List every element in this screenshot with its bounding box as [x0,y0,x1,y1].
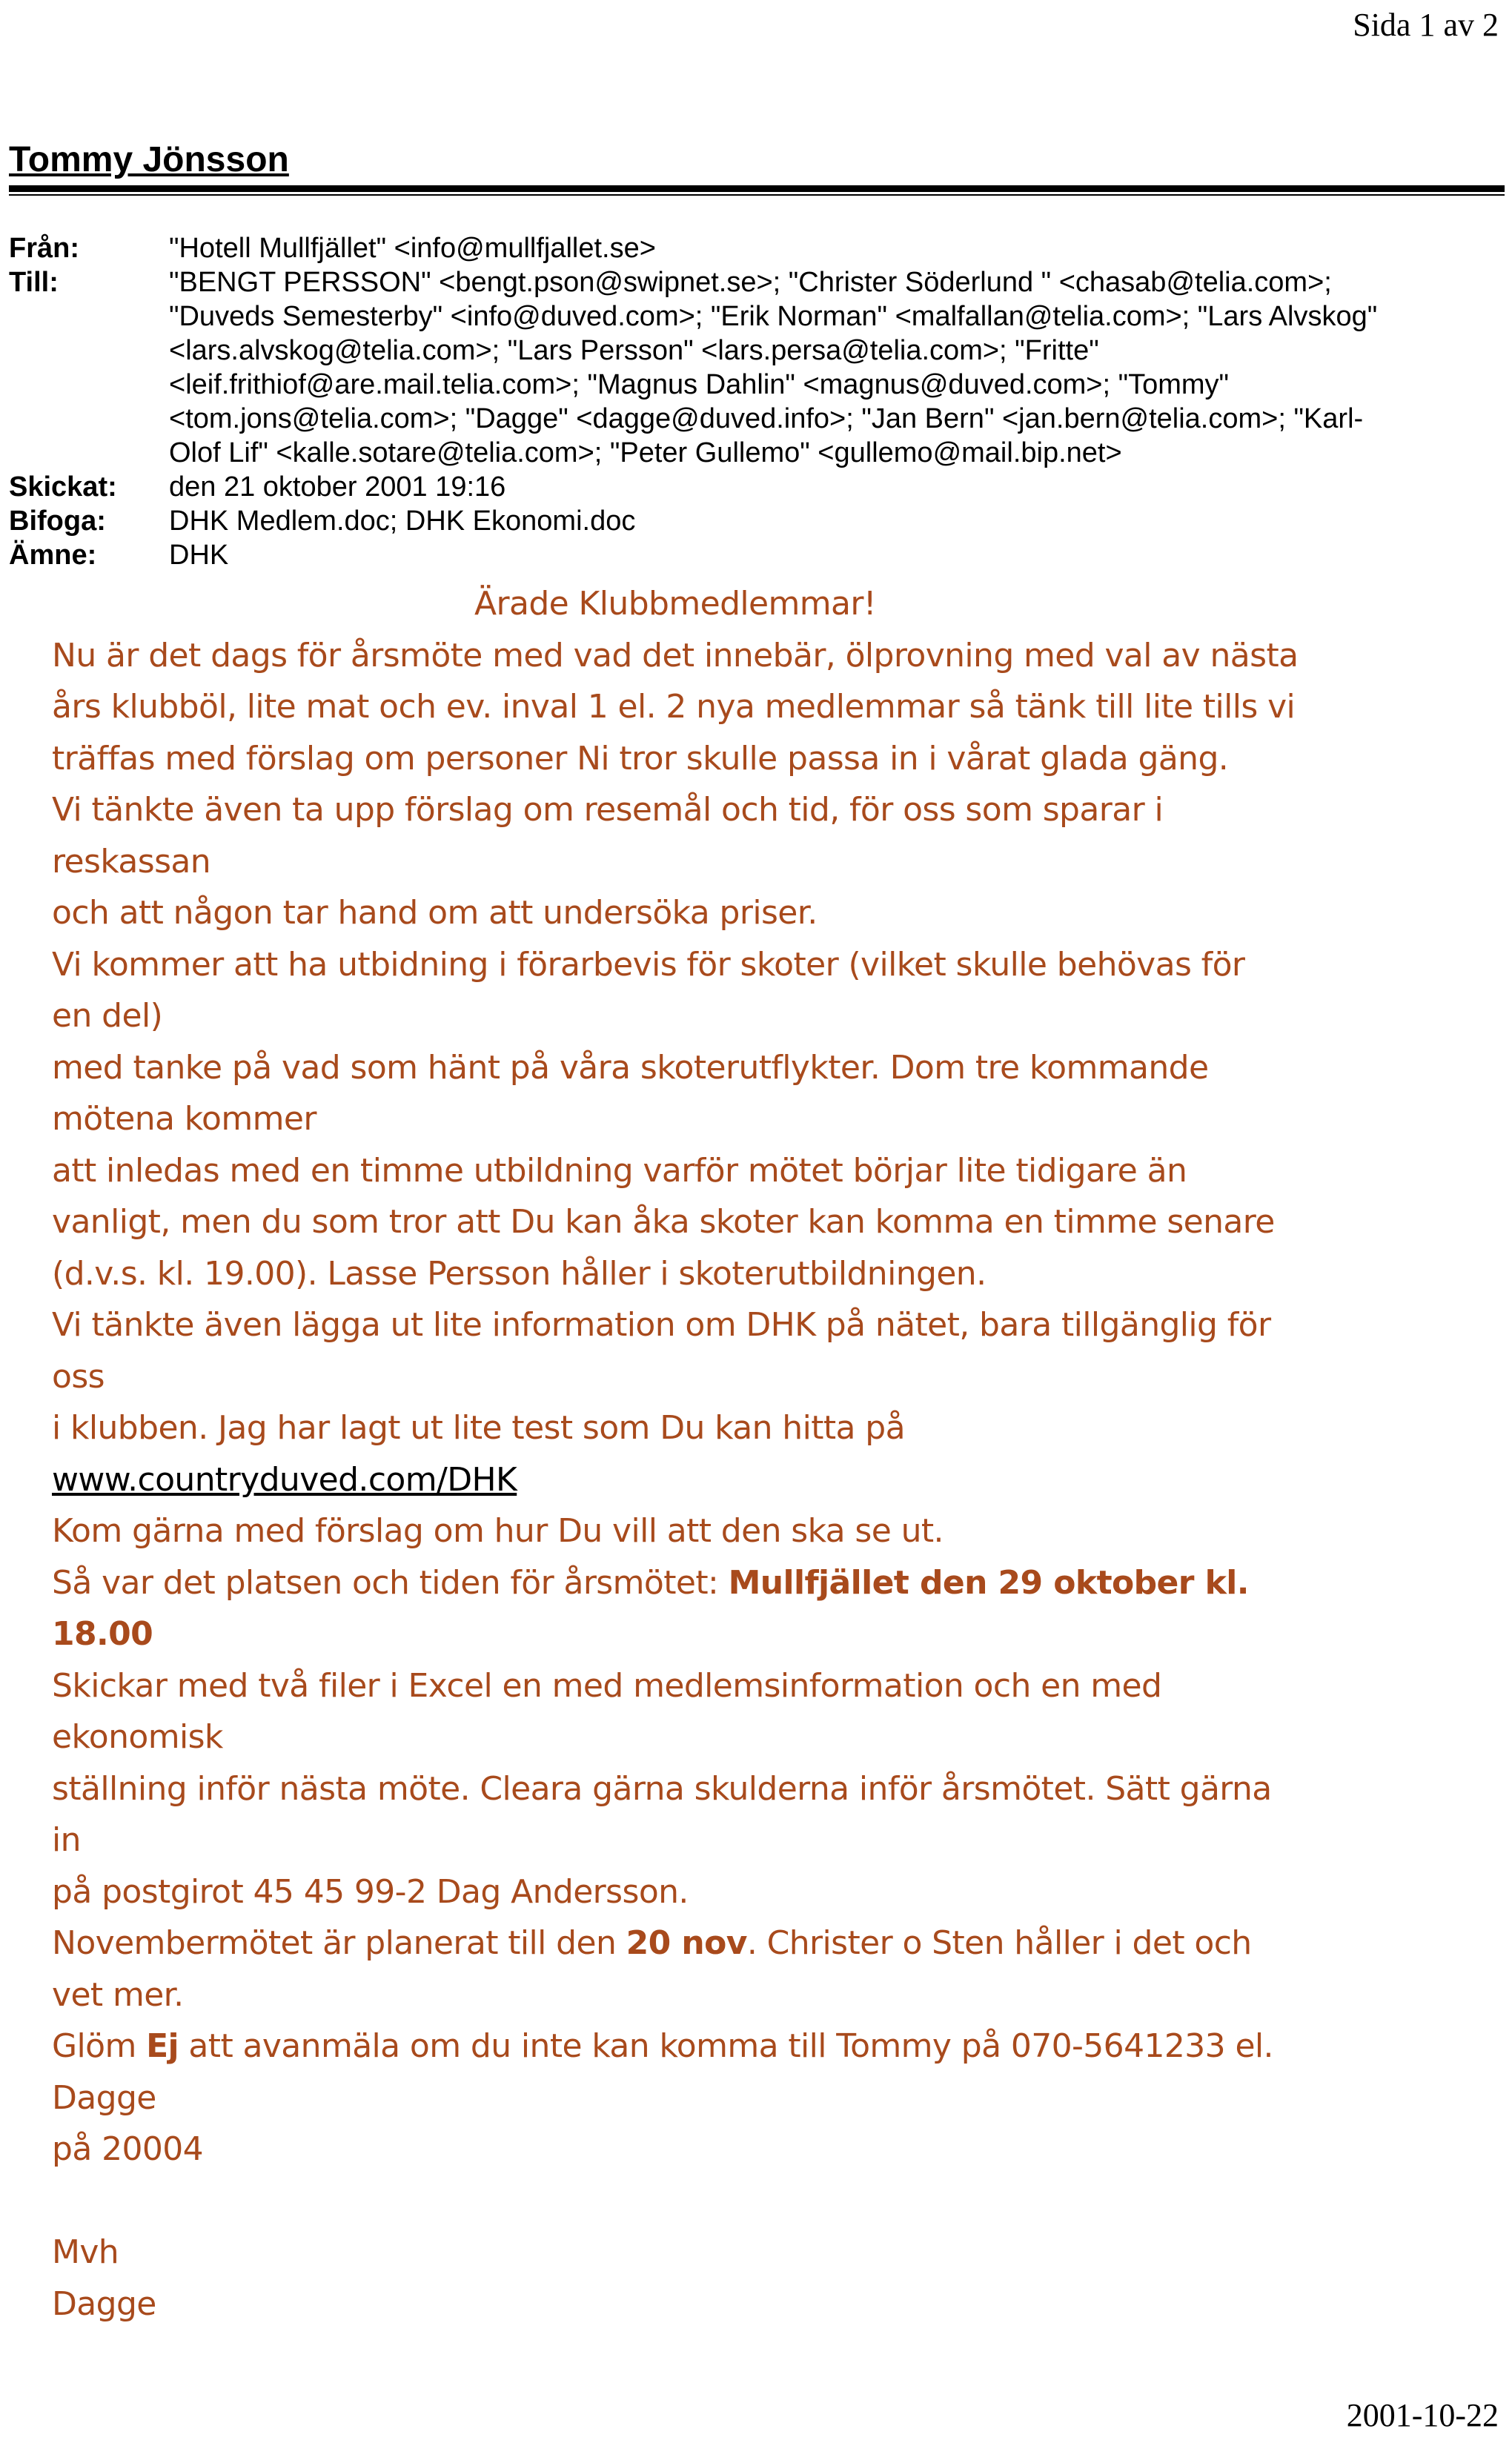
page-number: Sida 1 av 2 [1353,7,1499,43]
body-line: mötena kommer [52,1100,316,1138]
subject-value: DHK [169,540,229,571]
body-line: års klubböl, lite mat och ev. inval 1 el. 2 nya medlemmar så tänk till lite tills vi [52,688,1296,726]
sender-name: Tommy Jönsson [9,140,289,179]
body-line: träffas med förslag om personer Ni tror skulle passa in i vårat glada gäng. [52,739,1229,778]
from-value: "Hotell Mullfjället" <info@mullfjallet.se> [169,233,656,264]
nov-suffix: . Christer o Sten håller i det och [746,1924,1252,1962]
meeting-place: Mullfjället den 29 oktober kl. [728,1563,1249,1602]
body-line: Vi kommer att ha utbidning i förarbevis för skoter (vilket skulle behövas för [52,945,1245,984]
to-row [9,265,1499,470]
body-line: Kom gärna med förslag om hur Du vill att den ska se ut. [52,1512,944,1550]
body-line: (d.v.s. kl. 19.00). Lasse Persson håller i skoterutbildningen. [52,1254,987,1293]
body-line: Vi tänkte även ta upp förslag om resemål och tid, för oss som sparar i [52,791,1164,829]
spacer [52,2175,1460,2227]
body-line: på postgirot 45 45 99-2 Dag Andersson. [52,1872,689,1911]
body-line: oss [52,1357,105,1396]
sign-off: Mvh [52,2233,119,2271]
body-line: Vi tänkte även lägga ut lite information om DHK på nätet, bara tillgänglig för [52,1306,1271,1344]
attachments-value[interactable]: DHK Medlem.doc; DHK Ekonomi.doc [169,506,636,537]
subject-row [9,538,1499,572]
subject-label: Ämne: [9,540,97,571]
body-line: ekonomisk [52,1718,223,1756]
reminder-line [52,2021,1460,2072]
reminder-suffix: att avanmäla om du inte kan komma till Tommy på 070-5641233 el. [179,2027,1273,2065]
nov-date: 20 nov [626,1924,747,1962]
meeting-place-prefix: Så var det platsen och tiden för årsmötet: [52,1563,729,1602]
body-line: i klubben. Jag har lagt ut lite test som Du kan hitta på [52,1409,905,1447]
body-line: på 20004 [52,2130,204,2168]
to-value [169,265,1499,470]
website-link-line [52,1454,1460,1506]
body-line: Dagge [52,2078,156,2117]
body-line: vet mer. [52,1975,184,2014]
to-line: <tom.jons@telia.com>; "Dagge" <dagge@duved.info>; "Jan Bern" <jan.bern@telia.com>; "Karl- [169,403,1364,434]
email-headers [9,231,1499,572]
meeting-place-line [52,1557,1460,1609]
sent-row [9,470,1499,504]
body-line: Nu är det dags för årsmöte med vad det innebär, ölprovning med val av nästa [52,636,1299,675]
sent-value: den 21 oktober 2001 19:16 [169,471,506,503]
body-line: en del) [52,997,163,1035]
body-line: reskassan [52,842,211,881]
to-label: Till: [9,267,59,298]
to-line: "Duveds Semesterby" <info@duved.com>; "Erik Norman" <malfallan@telia.com>; "Lars Alvskog" [169,301,1378,332]
sent-label: Skickat: [9,471,117,503]
body-line: vanligt, men du som tror att Du kan åka skoter kan komma en timme senare [52,1203,1275,1241]
to-line: Olof Lif" <kalle.sotare@telia.com>; "Peter Gullemo" <gullemo@mail.bip.net> [169,437,1122,468]
header-divider [9,185,1505,192]
nov-prefix: Novembermötet är planerat till den [52,1924,626,1962]
body-line: Skickar med två filer i Excel en med medlemsinformation och en med [52,1666,1162,1705]
attachments-label: Bifoga: [9,506,106,537]
body-line: och att någon tar hand om att undersöka priser. [52,894,818,932]
to-line: <leif.frithiof@are.mail.telia.com>; "Magnus Dahlin" <magnus@duved.com>; "Tommy" [169,369,1230,400]
attachments-row [9,504,1499,538]
website-link[interactable]: www.countryduved.com/DHK [52,1460,517,1499]
from-label: Från: [9,233,79,264]
greeting: Ärade Klubbmedlemmar! [474,585,876,623]
to-line: "BENGT PERSSON" <bengt.pson@swipnet.se>; "Christer Söderlund " <chasab@telia.com>; [169,267,1332,298]
body-line: in [52,1821,81,1859]
email-body [52,578,1460,2330]
from-row [9,231,1499,265]
meeting-time: 18.00 [52,1615,153,1653]
body-line: med tanke på vad som hänt på våra skoterutflykter. Dom tre kommande [52,1048,1209,1087]
header-divider-thin [9,194,1505,196]
to-line: <lars.alvskog@telia.com>; "Lars Persson" <lars.persa@telia.com>; "Fritte" [169,335,1099,366]
reminder-prefix: Glöm [52,2027,147,2065]
body-line: att inledas med en timme utbildning varför mötet börjar lite tidigare än [52,1151,1187,1190]
page-date: 2001-10-22 [1346,2397,1499,2433]
signature: Dagge [52,2284,156,2323]
body-line: ställning inför nästa möte. Cleara gärna skulderna inför årsmötet. Sätt gärna [52,1769,1272,1808]
reminder-emphasis: Ej [146,2027,179,2065]
november-meeting-line [52,1918,1460,1969]
